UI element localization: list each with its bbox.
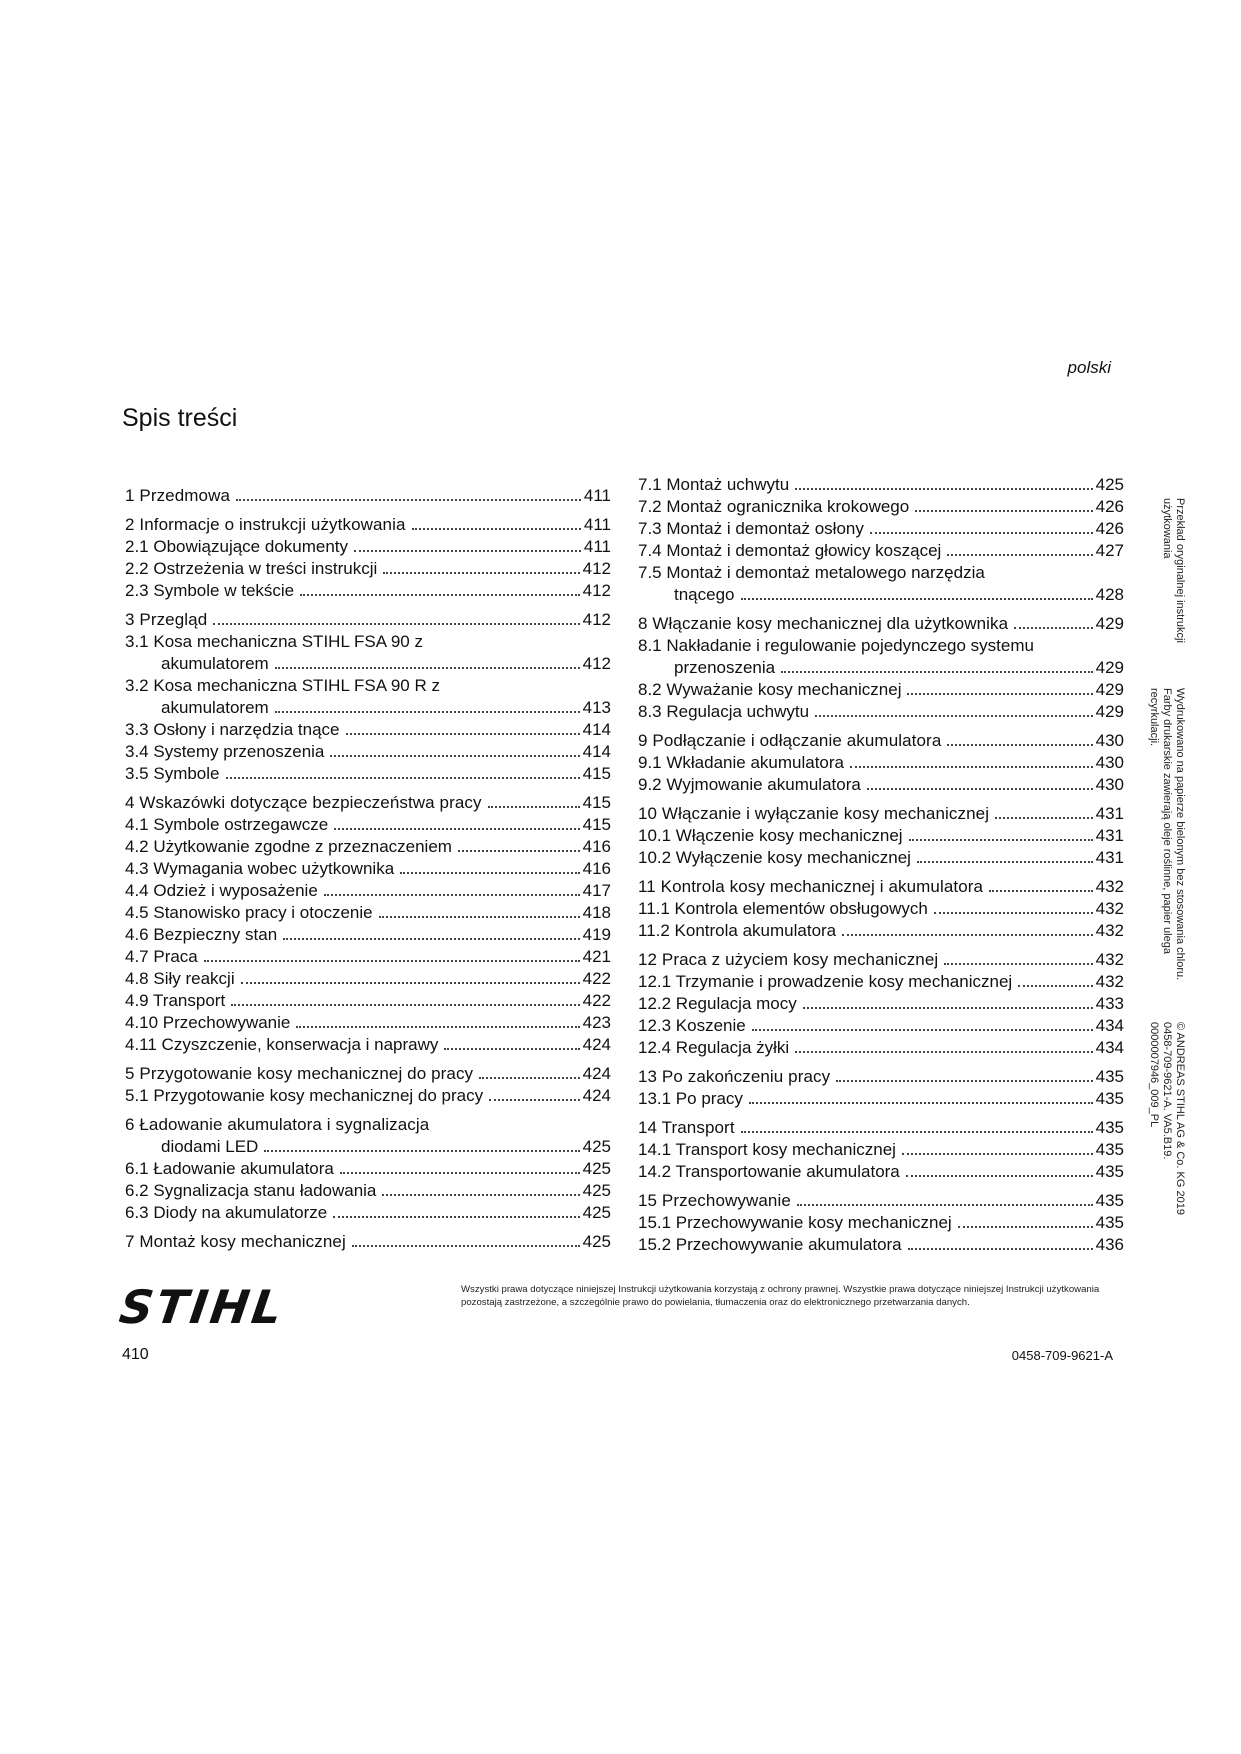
toc-entry-page: 422 bbox=[582, 969, 611, 988]
toc-entry-title: 9.2 Wyjmowanie akumulatora bbox=[638, 775, 861, 794]
toc-entry-title: 6.1 Ładowanie akumulatora bbox=[125, 1159, 334, 1178]
toc-leader-dots bbox=[383, 572, 579, 574]
toc-entry bbox=[638, 562, 1124, 584]
toc-entry-page: 430 bbox=[1095, 731, 1124, 750]
toc-leader-dots bbox=[995, 817, 1093, 819]
toc-leader-dots bbox=[908, 1248, 1093, 1250]
toc-entry bbox=[638, 971, 1124, 993]
toc-chapter-entry bbox=[125, 1114, 611, 1136]
toc-leader-dots bbox=[797, 1204, 1093, 1206]
toc-entry bbox=[125, 1180, 611, 1202]
toc-entry bbox=[638, 496, 1124, 518]
toc-entry bbox=[125, 880, 611, 902]
toc-entry-title: 13.1 Po pracy bbox=[638, 1089, 743, 1108]
toc-leader-dots bbox=[1014, 627, 1092, 629]
toc-entry-page: 430 bbox=[1095, 775, 1124, 794]
document-code: 0458-709-9621-A bbox=[1011, 1348, 1113, 1363]
sidebar-text-2: użytkowania bbox=[1161, 498, 1173, 559]
toc-entry bbox=[638, 847, 1124, 869]
toc-entry-page: 435 bbox=[1095, 1118, 1124, 1137]
toc-entry-title: 4.6 Bezpieczny stan bbox=[125, 925, 278, 944]
toc-leader-dots bbox=[907, 693, 1092, 695]
toc-entry bbox=[638, 1088, 1124, 1110]
toc-entry-page: 432 bbox=[1095, 899, 1124, 918]
toc-entry bbox=[638, 679, 1124, 701]
toc-leader-dots bbox=[947, 744, 1092, 746]
toc-entry-title: 5.1 Przygotowanie kosy mechanicznej do pracy bbox=[125, 1086, 484, 1105]
toc-leader-dots bbox=[815, 715, 1093, 717]
toc-entry bbox=[125, 536, 611, 558]
toc-entry bbox=[638, 474, 1124, 496]
toc-leader-dots bbox=[340, 1172, 580, 1174]
toc-entry-title: 4.7 Praca bbox=[125, 947, 198, 966]
toc-entry-page: 435 bbox=[1095, 1213, 1124, 1232]
toc-leader-dots bbox=[749, 1102, 1093, 1104]
copyright-notice: Wszystki prawa dotyczące niniejszej Instrukcji użytkowania korzystają z ochrony prawnej. Wszystkie prawa dotyczące niniejszej Instrukcji użytkowania pozostają zastrzeżone, a szczególnie prawo do powielania, tłumaczenia oraz do elektronicznego przetwarzania danych. bbox=[461, 1284, 1100, 1308]
page-title: Spis treści bbox=[122, 404, 238, 432]
toc-entry bbox=[125, 1202, 611, 1224]
toc-entry-page: 413 bbox=[582, 698, 611, 717]
toc-leader-dots bbox=[479, 1077, 579, 1079]
toc-leader-dots bbox=[488, 806, 580, 808]
toc-leader-dots bbox=[264, 1150, 579, 1152]
toc-entry-page: 411 bbox=[583, 537, 611, 556]
sidebar-text-4: Farby drukarskie zawierają oleje roślinne, papier ulega bbox=[1161, 688, 1173, 954]
toc-leader-dots bbox=[213, 623, 579, 625]
toc-entry-title: 9 Podłączanie i odłączanie akumulatora bbox=[638, 731, 942, 750]
toc-entry bbox=[125, 653, 611, 675]
toc-entry bbox=[638, 584, 1124, 606]
toc-entry bbox=[638, 1015, 1124, 1037]
toc-entry bbox=[125, 675, 611, 697]
toc-entry-page: 425 bbox=[582, 1159, 611, 1178]
toc-chapter-entry bbox=[638, 1066, 1124, 1088]
toc-entry bbox=[638, 1212, 1124, 1234]
toc-leader-dots bbox=[382, 1194, 579, 1196]
toc-leader-dots bbox=[917, 861, 1093, 863]
toc-entry-title: 8.1 Nakładanie i regulowanie pojedynczego systemu bbox=[638, 636, 1034, 655]
toc-entry-title: 4.5 Stanowisko pracy i otoczenie bbox=[125, 903, 373, 922]
toc-leader-dots bbox=[958, 1226, 1093, 1228]
toc-entry-page: 423 bbox=[582, 1013, 611, 1032]
toc-entry-page: 425 bbox=[582, 1203, 611, 1222]
toc-entry bbox=[125, 858, 611, 880]
toc-chapter-entry bbox=[125, 609, 611, 631]
toc-entry-page: 429 bbox=[1095, 702, 1124, 721]
toc-entry-title: 4.10 Przechowywanie bbox=[125, 1013, 291, 1032]
toc-entry-title: 4.8 Siły reakcji bbox=[125, 969, 235, 988]
toc-leader-dots bbox=[915, 510, 1092, 512]
toc-leader-dots bbox=[902, 1153, 1093, 1155]
toc-entry bbox=[638, 1234, 1124, 1256]
toc-right-column bbox=[638, 474, 1124, 1256]
language-label: polski bbox=[1067, 358, 1111, 377]
toc-chapter-entry bbox=[125, 792, 611, 814]
toc-entry-page: 436 bbox=[1095, 1235, 1124, 1254]
toc-entry-page: 434 bbox=[1095, 1038, 1124, 1057]
toc-leader-dots bbox=[275, 667, 580, 669]
toc-entry-page: 421 bbox=[582, 947, 611, 966]
toc-entry-page: 425 bbox=[1095, 475, 1124, 494]
toc-entry-title: 12 Praca z użyciem kosy mechanicznej bbox=[638, 950, 939, 969]
toc-leader-dots bbox=[741, 598, 1093, 600]
toc-entry bbox=[125, 990, 611, 1012]
toc-entry-title: akumulatorem bbox=[161, 698, 269, 717]
page-number: 410 bbox=[122, 1346, 149, 1363]
toc-entry-title: 2.3 Symbole w tekście bbox=[125, 581, 295, 600]
toc-entry bbox=[638, 920, 1124, 942]
toc-entry bbox=[638, 1161, 1124, 1183]
toc-chapter-entry bbox=[638, 876, 1124, 898]
toc-entry-title: 15.1 Przechowywanie kosy mechanicznej bbox=[638, 1213, 952, 1232]
toc-entry-title: 15.2 Przechowywanie akumulatora bbox=[638, 1235, 902, 1254]
sidebar-text-5: recyrkulacji. bbox=[1148, 688, 1160, 747]
toc-entry-page: 424 bbox=[582, 1086, 611, 1105]
toc-chapter-entry bbox=[638, 1117, 1124, 1139]
toc-entry-title: przenoszenia bbox=[674, 658, 776, 677]
toc-leader-dots bbox=[400, 872, 579, 874]
toc-entry-title: 3.4 Systemy przenoszenia bbox=[125, 742, 325, 761]
toc-left-column bbox=[125, 478, 611, 1253]
toc-entry bbox=[638, 825, 1124, 847]
toc-entry bbox=[125, 924, 611, 946]
toc-entry-page: 415 bbox=[582, 815, 611, 834]
toc-leader-dots bbox=[334, 828, 579, 830]
toc-leader-dots bbox=[850, 766, 1093, 768]
toc-entry bbox=[638, 635, 1124, 657]
stihl-logo: STIHL bbox=[116, 1280, 289, 1334]
toc-entry-page: 432 bbox=[1095, 950, 1124, 969]
toc-entry-page: 433 bbox=[1095, 994, 1124, 1013]
toc-leader-dots bbox=[444, 1048, 579, 1050]
toc-entry bbox=[638, 752, 1124, 774]
sidebar-text-6: © ANDREAS STIHL AG & Co. KG 2019 bbox=[1174, 1022, 1186, 1215]
toc-entry-title: 3.2 Kosa mechaniczna STIHL FSA 90 R z bbox=[125, 676, 440, 695]
toc-entry-title: 6 Ładowanie akumulatora i sygnalizacja bbox=[125, 1115, 430, 1134]
toc-entry-title: 4.9 Transport bbox=[125, 991, 226, 1010]
toc-entry-page: 422 bbox=[582, 991, 611, 1010]
toc-entry-title: 11.1 Kontrola elementów obsługowych bbox=[638, 899, 928, 918]
toc-entry-page: 429 bbox=[1095, 680, 1124, 699]
toc-entry-title: 4.11 Czyszczenie, konserwacja i naprawy bbox=[125, 1035, 439, 1054]
toc-entry-title: 1 Przedmowa bbox=[125, 486, 231, 505]
toc-leader-dots bbox=[752, 1029, 1093, 1031]
toc-entry-page: 412 bbox=[582, 654, 611, 673]
toc-leader-dots bbox=[296, 1026, 579, 1028]
toc-entry-title: 7 Montaż kosy mechanicznej bbox=[125, 1232, 346, 1251]
toc-entry-title: 10.1 Włączenie kosy mechanicznej bbox=[638, 826, 903, 845]
toc-leader-dots bbox=[204, 960, 580, 962]
toc-entry-title: 7.1 Montaż uchwytu bbox=[638, 475, 790, 494]
toc-leader-dots bbox=[352, 1245, 580, 1247]
toc-leader-dots bbox=[379, 916, 580, 918]
toc-entry-page: 435 bbox=[1095, 1191, 1124, 1210]
toc-chapter-entry bbox=[638, 730, 1124, 752]
toc-entry-title: 12.3 Koszenie bbox=[638, 1016, 746, 1035]
toc-entry-title: 6.2 Sygnalizacja stanu ładowania bbox=[125, 1181, 377, 1200]
toc-leader-dots bbox=[333, 1216, 579, 1218]
toc-entry-page: 435 bbox=[1095, 1067, 1124, 1086]
toc-entry-page: 411 bbox=[583, 486, 611, 505]
toc-entry-page: 431 bbox=[1095, 804, 1124, 823]
toc-entry-page: 416 bbox=[582, 837, 611, 856]
toc-entry bbox=[125, 968, 611, 990]
toc-entry-page: 419 bbox=[582, 925, 611, 944]
toc-entry-page: 431 bbox=[1095, 826, 1124, 845]
toc-entry-title: 14.1 Transport kosy mechanicznej bbox=[638, 1140, 896, 1159]
toc-entry-page: 412 bbox=[582, 581, 611, 600]
toc-entry bbox=[638, 993, 1124, 1015]
toc-entry-page: 429 bbox=[1095, 658, 1124, 677]
toc-entry bbox=[125, 719, 611, 741]
toc-entry-page: 432 bbox=[1095, 877, 1124, 896]
toc-leader-dots bbox=[346, 733, 580, 735]
toc-entry-title: 10 Włączanie i wyłączanie kosy mechanicznej bbox=[638, 804, 990, 823]
toc-entry-title: 8 Włączanie kosy mechanicznej dla użytkownika bbox=[638, 614, 1009, 633]
toc-leader-dots bbox=[867, 788, 1093, 790]
toc-entry-title: 4.3 Wymagania wobec użytkownika bbox=[125, 859, 395, 878]
toc-entry-title: diodami LED bbox=[161, 1137, 259, 1156]
toc-leader-dots bbox=[324, 894, 580, 896]
toc-entry-title: 7.2 Montaż ogranicznika krokowego bbox=[638, 497, 910, 516]
toc-entry-page: 428 bbox=[1095, 585, 1124, 604]
toc-entry-page: 424 bbox=[582, 1064, 611, 1083]
toc-leader-dots bbox=[231, 1004, 579, 1006]
toc-entry bbox=[125, 1034, 611, 1056]
toc-entry-title: 12.4 Regulacja żyłki bbox=[638, 1038, 790, 1057]
sidebar-text-8: 0000007946_009_PL bbox=[1148, 1022, 1160, 1128]
toc-leader-dots bbox=[226, 777, 580, 779]
toc-leader-dots bbox=[870, 532, 1093, 534]
toc-leader-dots bbox=[795, 1051, 1092, 1053]
toc-entry-page: 425 bbox=[582, 1232, 611, 1251]
toc-leader-dots bbox=[909, 839, 1093, 841]
toc-entry-page: 412 bbox=[582, 559, 611, 578]
toc-entry-title: 10.2 Wyłączenie kosy mechanicznej bbox=[638, 848, 911, 867]
toc-leader-dots bbox=[241, 982, 580, 984]
toc-entry-title: 12.2 Regulacja mocy bbox=[638, 994, 797, 1013]
toc-entry bbox=[125, 763, 611, 785]
toc-entry-title: 4.4 Odzież i wyposażenie bbox=[125, 881, 318, 900]
toc-leader-dots bbox=[300, 594, 579, 596]
toc-entry-page: 430 bbox=[1095, 753, 1124, 772]
toc-entry-title: 13 Po zakończeniu pracy bbox=[638, 1067, 831, 1086]
toc-entry bbox=[638, 774, 1124, 796]
toc-leader-dots bbox=[934, 912, 1093, 914]
toc-entry bbox=[638, 657, 1124, 679]
toc-entry-page: 429 bbox=[1095, 614, 1124, 633]
toc-leader-dots bbox=[458, 850, 580, 852]
toc-leader-dots bbox=[989, 890, 1093, 892]
toc-leader-dots bbox=[236, 499, 581, 501]
toc-leader-dots bbox=[947, 554, 1092, 556]
toc-entry-page: 415 bbox=[582, 793, 611, 812]
toc-entry bbox=[125, 946, 611, 968]
toc-leader-dots bbox=[330, 755, 579, 757]
toc-entry-page: 431 bbox=[1095, 848, 1124, 867]
toc-leader-dots bbox=[412, 528, 581, 530]
toc-entry-page: 414 bbox=[582, 742, 611, 761]
toc-leader-dots bbox=[795, 488, 1092, 490]
toc-entry bbox=[125, 741, 611, 763]
toc-chapter-entry bbox=[638, 949, 1124, 971]
toc-chapter-entry bbox=[125, 1063, 611, 1085]
toc-leader-dots bbox=[1018, 985, 1092, 987]
toc-entry-page: 434 bbox=[1095, 1016, 1124, 1035]
toc-entry bbox=[125, 1158, 611, 1180]
toc-entry-page: 435 bbox=[1095, 1140, 1124, 1159]
toc-entry bbox=[125, 1012, 611, 1034]
toc-entry-title: 4 Wskazówki dotyczące bezpieczeństwa pracy bbox=[125, 793, 482, 812]
toc-leader-dots bbox=[781, 671, 1093, 673]
toc-chapter-entry bbox=[638, 803, 1124, 825]
toc-entry-title: 7.4 Montaż i demontaż głowicy koszącej bbox=[638, 541, 942, 560]
toc-entry-title: 11 Kontrola kosy mechanicznej i akumulatora bbox=[638, 877, 984, 896]
toc-entry bbox=[638, 898, 1124, 920]
toc-entry bbox=[638, 1037, 1124, 1059]
toc-entry bbox=[125, 580, 611, 602]
toc-entry-title: 8.3 Regulacja uchwytu bbox=[638, 702, 810, 721]
toc-entry bbox=[125, 902, 611, 924]
toc-entry-title: 7.5 Montaż i demontaż metalowego narzędzia bbox=[638, 563, 985, 582]
toc-leader-dots bbox=[275, 711, 580, 713]
toc-entry-page: 425 bbox=[582, 1181, 611, 1200]
toc-entry-title: 7.3 Montaż i demontaż osłony bbox=[638, 519, 864, 538]
toc-entry-page: 414 bbox=[582, 720, 611, 739]
toc-entry-title: 5 Przygotowanie kosy mechanicznej do pracy bbox=[125, 1064, 474, 1083]
toc-entry-page: 435 bbox=[1095, 1089, 1124, 1108]
toc-entry-page: 412 bbox=[582, 610, 611, 629]
toc-entry-page: 426 bbox=[1095, 497, 1124, 516]
toc-entry-page: 424 bbox=[582, 1035, 611, 1054]
toc-chapter-entry bbox=[125, 485, 611, 507]
toc-entry bbox=[638, 701, 1124, 723]
toc-entry-page: 427 bbox=[1095, 541, 1124, 560]
toc-entry-title: 2 Informacje o instrukcji użytkowania bbox=[125, 515, 406, 534]
toc-entry-page: 415 bbox=[582, 764, 611, 783]
toc-entry-title: 3.1 Kosa mechaniczna STIHL FSA 90 z bbox=[125, 632, 423, 651]
toc-leader-dots bbox=[741, 1131, 1093, 1133]
toc-chapter-entry bbox=[638, 1190, 1124, 1212]
toc-entry-page: 432 bbox=[1095, 921, 1124, 940]
toc-chapter-entry bbox=[125, 1231, 611, 1253]
toc-entry-page: 418 bbox=[582, 903, 611, 922]
toc-entry-title: 9.1 Wkładanie akumulatora bbox=[638, 753, 845, 772]
toc-entry bbox=[638, 518, 1124, 540]
toc-entry-page: 425 bbox=[582, 1137, 611, 1156]
toc-entry-title: 2.1 Obowiązujące dokumenty bbox=[125, 537, 349, 556]
toc-entry-title: 14 Transport bbox=[638, 1118, 735, 1137]
toc-entry-page: 432 bbox=[1095, 972, 1124, 991]
toc-entry-title: 4.1 Symbole ostrzegawcze bbox=[125, 815, 329, 834]
toc-entry-title: tnącego bbox=[674, 585, 735, 604]
toc-entry-page: 416 bbox=[582, 859, 611, 878]
toc-entry-title: 12.1 Trzymanie i prowadzenie kosy mechanicznej bbox=[638, 972, 1013, 991]
toc-entry-title: 15 Przechowywanie bbox=[638, 1191, 791, 1210]
toc-leader-dots bbox=[803, 1007, 1093, 1009]
toc-entry-title: 3.5 Symbole bbox=[125, 764, 220, 783]
toc-leader-dots bbox=[842, 934, 1092, 936]
toc-entry bbox=[125, 1085, 611, 1107]
toc-entry bbox=[125, 697, 611, 719]
toc-entry bbox=[638, 540, 1124, 562]
toc-entry-title: 4.2 Użytkowanie zgodne z przeznaczeniem bbox=[125, 837, 452, 856]
toc-chapter-entry bbox=[125, 514, 611, 536]
toc-leader-dots bbox=[354, 550, 581, 552]
toc-entry-page: 426 bbox=[1095, 519, 1124, 538]
toc-entry-title: 11.2 Kontrola akumulatora bbox=[638, 921, 837, 940]
toc-entry-title: 2.2 Ostrzeżenia w treści instrukcji bbox=[125, 559, 378, 578]
toc-entry-page: 435 bbox=[1095, 1162, 1124, 1181]
toc-entry bbox=[125, 1136, 611, 1158]
toc-entry-page: 417 bbox=[582, 881, 611, 900]
toc-entry-title: 14.2 Transportowanie akumulatora bbox=[638, 1162, 900, 1181]
toc-leader-dots bbox=[283, 938, 579, 940]
toc-leader-dots bbox=[489, 1099, 579, 1101]
toc-entry-title: akumulatorem bbox=[161, 654, 269, 673]
toc-entry-title: 3 Przegląd bbox=[125, 610, 208, 629]
toc-leader-dots bbox=[906, 1175, 1093, 1177]
toc-entry bbox=[125, 631, 611, 653]
sidebar-text-3: Wydrukowano na papierze bielonym bez stosowania chloru. bbox=[1174, 688, 1186, 981]
toc-entry-title: 8.2 Wyważanie kosy mechanicznej bbox=[638, 680, 902, 699]
toc-entry-title: 6.3 Diody na akumulatorze bbox=[125, 1203, 328, 1222]
toc-entry bbox=[125, 836, 611, 858]
sidebar-text-7: 0458-709-9621-A. VA5.B19. bbox=[1161, 1022, 1173, 1160]
toc-leader-dots bbox=[836, 1080, 1092, 1082]
sidebar-text-1: Przekład oryginalnej instrukcji bbox=[1174, 498, 1186, 643]
toc-entry bbox=[125, 558, 611, 580]
sidebar-notes bbox=[1125, 498, 1186, 1258]
toc-leader-dots bbox=[944, 963, 1092, 965]
toc-entry bbox=[125, 814, 611, 836]
toc-entry-title: 3.3 Osłony i narzędzia tnące bbox=[125, 720, 340, 739]
toc-chapter-entry bbox=[638, 613, 1124, 635]
toc-entry-page: 411 bbox=[583, 515, 611, 534]
toc-entry bbox=[638, 1139, 1124, 1161]
